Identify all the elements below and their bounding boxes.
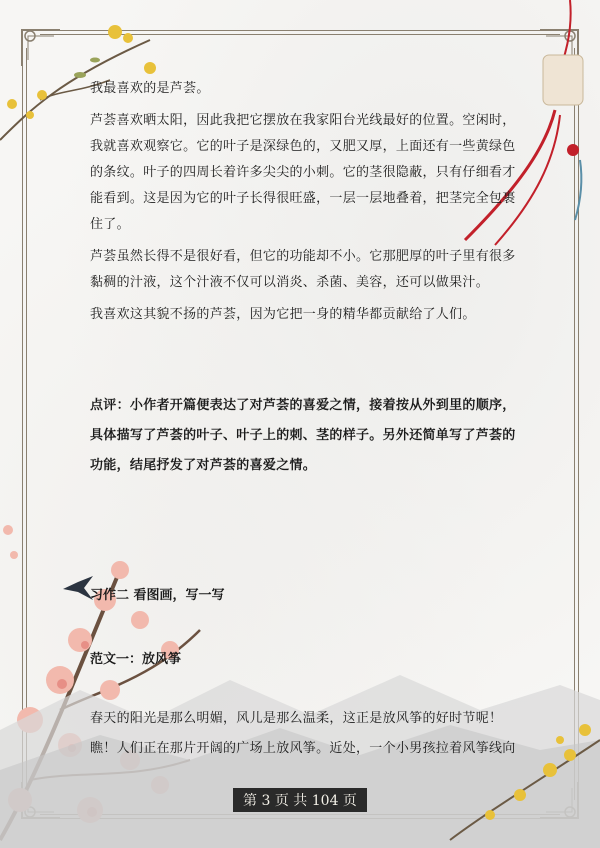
intro-line: 我最喜欢的是芦荟。 <box>90 81 210 96</box>
page-number-label: 第 3 页 共 104 页 <box>233 788 367 812</box>
sample-essay <box>90 706 540 762</box>
comment-line: 具体描写了芦荟的叶子、叶子上的刺、茎的样子。另外还简单写了芦荟的 <box>90 428 516 443</box>
paragraph-line: 我喜欢这其貌不扬的芦荟，因为它把一身的精华都贡献给了人们。 <box>90 307 476 322</box>
comment-line: 点评：小作者开篇便表达了对芦荟的喜爱之情，接着按从外到里的顺序， <box>90 398 516 413</box>
essay-body <box>90 76 530 328</box>
paragraph-line: 芦荟虽然长得不是很好看，但它的功能却不小。它那肥厚的叶子里有很多 <box>90 249 516 264</box>
paragraph-line: 芦荟喜欢晒太阳，因此我把它摆放在我家阳台光线最好的位置。空闲时， <box>90 113 516 128</box>
paragraph-line: 黏稠的汁液，这个汁液不仅可以消炎、杀菌、美容，还可以做果汁。 <box>90 275 490 290</box>
section-title: 习作二 看图画，写一写 <box>90 588 225 603</box>
sample-line: 春天的阳光是那么明媚，风儿是那么温柔，这正是放风筝的好时节呢！ <box>90 711 503 726</box>
comment-block <box>90 393 530 479</box>
paragraph-line: 住了。 <box>90 217 130 232</box>
sample-line: 瞧！人们正在那片开阔的广场上放风筝。近处，一个小男孩拉着风筝线向 <box>90 741 516 756</box>
sample-title: 范文一：放风筝 <box>90 652 182 667</box>
paragraph-line: 我就喜欢观察它。它的叶子是深绿色的，又肥又厚，上面还有一些黄绿色 <box>90 139 516 154</box>
comment-line: 功能，结尾抒发了对芦荟的喜爱之情。 <box>90 458 317 473</box>
paragraph-line: 的条纹。叶子的四周长着许多尖尖的小刺。它的茎很隐蔽，只有仔细看才 <box>90 165 516 180</box>
paragraph-line: 能看到。这是因为它的叶子长得很旺盛，一层一层地叠着，把茎完全包裹 <box>90 191 516 206</box>
